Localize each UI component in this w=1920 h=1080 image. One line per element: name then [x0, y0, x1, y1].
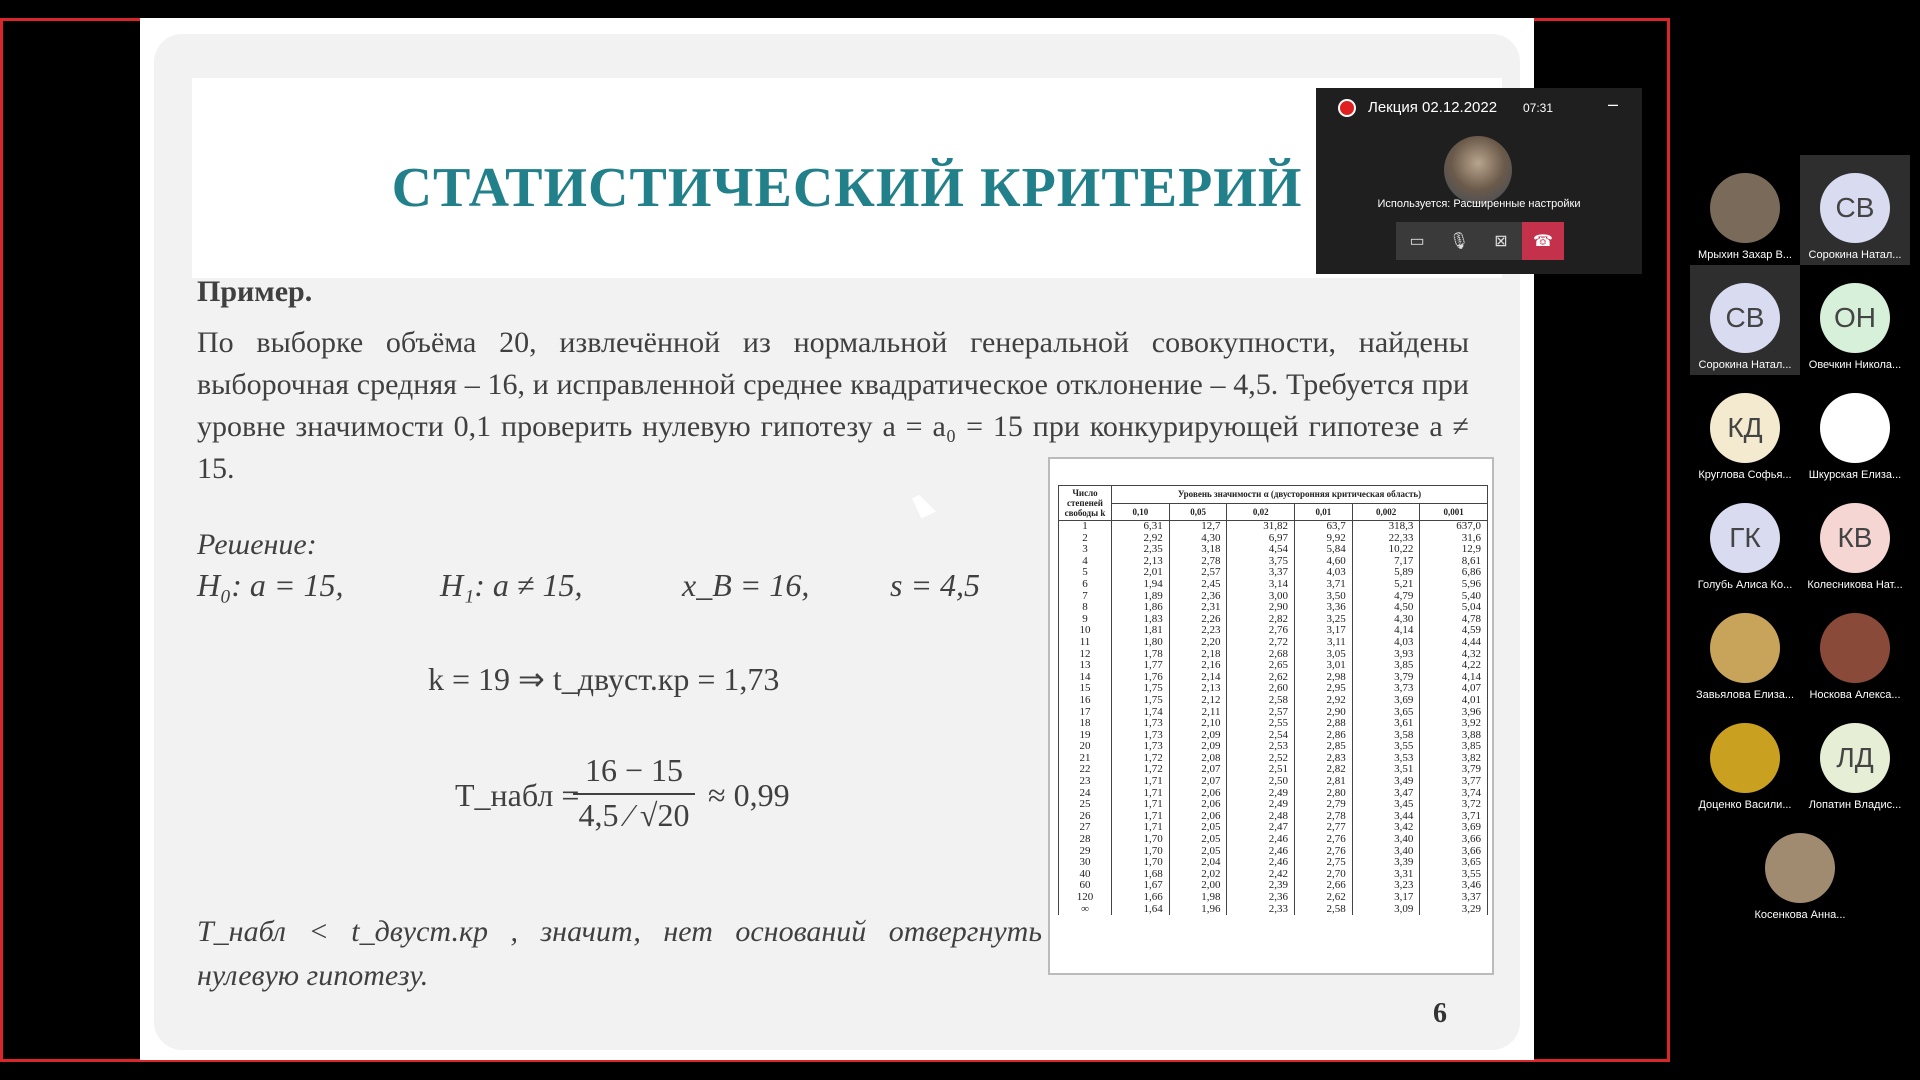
slide-title: СТАТИСТИЧЕСКИЙ КРИТЕРИЙ [391, 157, 1303, 219]
participant-avatar [1820, 393, 1890, 463]
participant-name: Мрыхин Захар В... [1698, 249, 1792, 261]
participant-name: Круглова Софья... [1698, 469, 1792, 481]
participant-name: Косенкова Анна... [1754, 909, 1846, 921]
microphone-icon: 🎙 [1448, 233, 1470, 250]
participant-avatar: СВ [1710, 283, 1780, 353]
participant-tile[interactable] [1690, 155, 1800, 265]
stop-sharing-button[interactable] [1480, 222, 1522, 260]
t-observed-label: T_набл = [455, 777, 580, 813]
table-col-001: 63,7 9,92 5,84 4,60 4,03 3,71 3,50 3,36 3,25 3,17 3,11 3,05 3,01 2,98 2,95 2,92 2,90 2,88 2,86 2,85 2,83 2,82 2,81 2,80 2,79 2,78 2,77 2,76 2,76 2,75 2,70 2,66 2,62 2,58 [1295, 521, 1353, 916]
student-t-table [1050, 459, 1492, 973]
sample-std: s = 4,5 [890, 567, 981, 603]
participant-tile[interactable] [1690, 375, 1800, 485]
slide-page-number: 6 [1433, 998, 1447, 1029]
camera-off-icon: ▭ [1409, 233, 1425, 250]
table-level: 0,02 [1227, 503, 1295, 521]
participant-avatar: ОН [1820, 283, 1890, 353]
participant-avatar: КД [1710, 393, 1780, 463]
participant-tile[interactable] [1800, 485, 1910, 595]
t-denominator: 4,5 ⁄ √20 [578, 797, 690, 833]
t-observed-value: ≈ 0,99 [708, 777, 790, 813]
meeting-timer: 07:31 [1523, 101, 1554, 115]
table-col-010: 6,31 2,92 2,35 2,13 2,01 1,94 1,89 1,86 1,83 1,81 1,80 1,78 1,77 1,76 1,75 1,75 1,74 1,73 1,73 1,73 1,72 1,72 1,71 1,71 1,71 1,71 1,71 1,70 1,70 1,70 1,68 1,67 1,66 1,64 [1112, 521, 1170, 916]
participant-avatar [1710, 613, 1780, 683]
hypothesis-h0: H₀: a = 15, [197, 567, 344, 603]
table-header-levels: Уровень значимости α (двусторонняя критическая область) [1112, 486, 1488, 504]
participant-name: Шкурская Елиза... [1808, 469, 1902, 481]
table-level: 0,10 [1112, 503, 1170, 521]
participant-name: Завьялова Елиза... [1695, 689, 1795, 701]
title-band [192, 78, 1502, 278]
participant-name: Сорокина Натал... [1698, 359, 1792, 371]
presenter-avatar [1444, 136, 1512, 204]
participant-avatar: КВ [1820, 503, 1890, 573]
sample-mean: x_B = 16, [682, 567, 810, 603]
table-col-df: 1 2 3 4 5 6 7 8 9 10 11 12 13 14 15 16 17 18 19 20 21 22 23 24 25 26 27 28 29 30 40 60 120 ∞ [1059, 521, 1112, 916]
call-mini-window[interactable] [1316, 88, 1642, 274]
table-col-002: 31,82 6,97 4,54 3,75 3,37 3,14 3,00 2,90 2,82 2,76 2,72 2,68 2,65 2,62 2,60 2,58 2,57 2,55 2,54 2,53 2,52 2,51 2,50 2,49 2,49 2,48 2,47 2,46 2,46 2,46 2,42 2,39 2,36 2,33 [1227, 521, 1295, 916]
table-header-df: Число степеней свободы k [1059, 486, 1112, 521]
participant-avatar [1710, 173, 1780, 243]
participant-tile[interactable] [1800, 265, 1910, 375]
critical-value-line: k = 19 ⇒ t_двуст.кр = 1,73 [428, 661, 780, 697]
participant-tile[interactable] [1800, 375, 1910, 485]
table-level: 0,05 [1169, 503, 1227, 521]
hang-up-icon: ☎ [1533, 233, 1553, 250]
participant-name: Доценко Васили... [1698, 799, 1792, 811]
participant-avatar [1820, 613, 1890, 683]
participant-tile[interactable] [1690, 595, 1800, 705]
camera-off-button[interactable] [1396, 222, 1438, 260]
table-level: 0,01 [1295, 503, 1353, 521]
participant-avatar [1765, 833, 1835, 903]
table-level: 0,001 [1420, 503, 1488, 521]
participant-tile[interactable] [1800, 595, 1910, 705]
participant-name: Сорокина Натал... [1808, 249, 1902, 261]
participant-avatar: ГК [1710, 503, 1780, 573]
participant-tile[interactable] [1745, 815, 1855, 925]
stop-share-icon: ⊠ [1494, 233, 1508, 250]
problem-text: По выборке объёма 20, извлечённой из нормальной генеральной совокупности, найдены выборочная средняя – 16, и исправленной среднее квадратическое отклонение – 4,5. Требуется при уровне значимости 0,1 проверить нулевую гипотезу a = a₀ = 15 при конкурирующей гипотезе a ≠ 15. [197, 326, 1469, 485]
end-call-button[interactable] [1522, 222, 1564, 260]
call-controls [1396, 222, 1564, 260]
minimize-button[interactable]: – [1608, 94, 1619, 114]
hypothesis-h1: H₁: a ≠ 15, [440, 567, 583, 603]
participant-name: Лопатин Владис... [1808, 799, 1902, 811]
recording-icon [1340, 101, 1354, 115]
presenter-status: Используется: Расширенные настройки [1377, 198, 1581, 210]
table-col-0002: 318,3 22,33 10,22 7,17 5,89 5,21 4,79 4,50 4,30 4,14 4,03 3,93 3,85 3,79 3,73 3,69 3,65 3,61 3,58 3,55 3,53 3,51 3,49 3,47 3,45 3,44 3,42 3,40 3,40 3,39 3,31 3,23 3,17 3,09 [1352, 521, 1420, 916]
table-col-0001: 637,0 31,6 12,9 8,61 6,86 5,96 5,40 5,04 4,78 4,59 4,44 4,32 4,22 4,14 4,07 4,01 3,96 3,92 3,88 3,85 3,82 3,79 3,77 3,74 3,72 3,71 3,69 3,66 3,66 3,65 3,55 3,46 3,37 3,29 [1420, 521, 1488, 916]
conclusion-text: T_набл < t_двуст.кр , значит, нет оснований отвергнуть нулевую гипотезу. [197, 915, 1042, 992]
t-numerator: 16 − 15 [573, 752, 695, 795]
participant-tile[interactable] [1690, 265, 1800, 375]
table-col-005: 12,7 4,30 3,18 2,78 2,57 2,45 2,36 2,31 2,26 2,23 2,20 2,18 2,16 2,14 2,13 2,12 2,11 2,10 2,09 2,09 2,08 2,07 2,07 2,06 2,06 2,06 2,05 2,05 2,05 2,04 2,02 2,00 1,98 1,96 [1169, 521, 1227, 916]
participant-avatar [1710, 723, 1780, 793]
participant-name: Голубь Алиса Ко... [1697, 579, 1793, 591]
example-label: Пример. [197, 275, 313, 308]
participant-tile[interactable] [1690, 485, 1800, 595]
participant-tile[interactable] [1800, 705, 1910, 815]
participant-avatar: ЛД [1820, 723, 1890, 793]
solution-label: Решение: [197, 528, 317, 561]
table-level: 0,002 [1352, 503, 1420, 521]
participant-tile[interactable] [1800, 155, 1910, 265]
participant-avatar: СВ [1820, 173, 1890, 243]
participant-name: Носкова Алекса... [1809, 689, 1901, 701]
participant-tile[interactable] [1690, 705, 1800, 815]
meeting-title: Лекция 02.12.2022 [1368, 99, 1498, 116]
microphone-button[interactable] [1438, 222, 1480, 260]
t-fraction [573, 752, 695, 834]
participant-name: Колесникова Нат... [1807, 579, 1903, 591]
participant-name: Овечкин Никола... [1808, 359, 1902, 371]
